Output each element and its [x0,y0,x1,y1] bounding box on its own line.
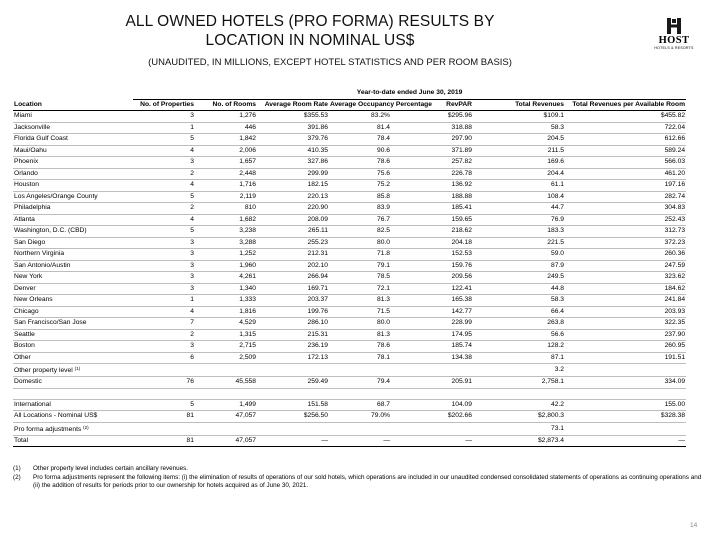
table-cell: 59.0 [473,249,565,261]
table-cell: 45,558 [195,377,257,389]
table-row [13,249,686,261]
table-cell: 75.2 [329,180,391,192]
table-row [13,203,686,215]
pro-forma-row [13,422,686,435]
table-cell: 4 [133,306,195,318]
table-cell: 5 [133,191,195,203]
table-cell [391,364,473,377]
table-cell: 47,057 [195,411,257,423]
table-cell: 612.66 [565,134,686,146]
table-cell: 184.62 [565,283,686,295]
row-label: San Antonio/Austin [13,260,133,272]
table-cell: 2 [133,168,195,180]
table-cell: 87.1 [473,352,565,364]
table-cell: 44.7 [473,203,565,215]
table-cell: 1,315 [195,329,257,341]
table-cell: 159.65 [391,214,473,226]
table-cell: 76.7 [329,214,391,226]
table-row [13,318,686,330]
table-cell: 1,960 [195,260,257,272]
table-cell: 202.10 [257,260,329,272]
table-cell: 2 [133,329,195,341]
results-body [13,111,686,447]
table-cell: 372.23 [565,237,686,249]
table-cell: 78.6 [329,157,391,169]
table-cell: 371.89 [391,145,473,157]
table-cell: 1 [133,295,195,307]
table-cell: 191.51 [565,352,686,364]
table-cell [133,422,195,435]
table-cell: 203.93 [565,306,686,318]
table-cell: 327.86 [257,157,329,169]
table-row [13,260,686,272]
table-cell: 185.74 [391,341,473,353]
table-cell: 1 [133,122,195,134]
table-cell: 5 [133,399,195,411]
table-cell: $256.50 [257,411,329,423]
table-cell: 379.76 [257,134,329,146]
table-cell: 165.38 [391,295,473,307]
table-cell: 2,758.1 [473,377,565,389]
table-cell: — [565,435,686,447]
table-row [13,237,686,249]
table-cell: 71.8 [329,249,391,261]
table-cell: 174.95 [391,329,473,341]
table-cell: 260.36 [565,249,686,261]
table-cell: 199.76 [257,306,329,318]
table-cell: 312.73 [565,226,686,238]
table-cell: 211.5 [473,145,565,157]
table-cell: 4 [133,145,195,157]
table-cell: 323.62 [565,272,686,284]
footnote [13,474,703,491]
table-cell: 391.86 [257,122,329,134]
table-cell: 1,842 [195,134,257,146]
table-cell [257,364,329,377]
table-cell: 259.49 [257,377,329,389]
table-cell: 78.1 [329,352,391,364]
row-label-text: Domestic [14,378,42,386]
table-cell: 252.43 [565,214,686,226]
table-cell: 81.3 [329,295,391,307]
table-cell: 79.0% [329,411,391,423]
column-header: Average Room Rate [257,99,329,111]
table-cell: 80.0 [329,318,391,330]
logo-brand-subtext: HOTELS & RESORTS [654,46,694,50]
table-cell: 297.90 [391,134,473,146]
table-cell: 81 [133,411,195,423]
column-header: Total Revenues [473,99,565,111]
table-cell: 78.4 [329,134,391,146]
table-row [13,134,686,146]
table-cell: 3 [133,272,195,284]
table-cell: $295.96 [391,111,473,123]
table-cell: 722.04 [565,122,686,134]
table-cell [257,422,329,435]
table-cell: 410.35 [257,145,329,157]
table-row [13,168,686,180]
table-cell [391,422,473,435]
company-logo [652,18,696,51]
table-cell: 83.2% [329,111,391,123]
table-cell: 56.6 [473,329,565,341]
row-label: New Orleans [13,295,133,307]
table-cell: 197.16 [565,180,686,192]
footnote-marker: (2) [13,473,21,481]
table-row [13,283,686,295]
table-row [13,145,686,157]
table-cell: 78.6 [329,341,391,353]
column-header: RevPAR [391,99,473,111]
table-cell [329,422,391,435]
table-cell: 78.5 [329,272,391,284]
table-row [13,214,686,226]
table-cell: 215.31 [257,329,329,341]
table-cell: $109.1 [473,111,565,123]
footnote-marker: (1) [13,465,21,472]
table-cell: 2,119 [195,191,257,203]
table-cell: 226.78 [391,168,473,180]
table-cell: $2,873.4 [473,435,565,447]
table-cell: 5 [133,226,195,238]
table-cell [565,422,686,435]
row-label: Maui/Oahu [13,145,133,157]
table-cell: 4 [133,214,195,226]
table-cell: 228.99 [391,318,473,330]
table-cell: 6 [133,352,195,364]
table-cell: 1,333 [195,295,257,307]
table-cell: 1,682 [195,214,257,226]
international-row [13,399,686,411]
column-header: No. of Properties [133,99,195,111]
table-row [13,111,686,123]
table-cell: 461.20 [565,168,686,180]
table-cell: 42.2 [473,399,565,411]
table-row [13,157,686,169]
table-cell: 266.94 [257,272,329,284]
table-cell: 304.83 [565,203,686,215]
table-row [13,122,686,134]
table-cell: 73.1 [473,422,565,435]
table-cell: 3 [133,283,195,295]
table-cell [195,364,257,377]
table-cell: 3 [133,249,195,261]
table-row [13,306,686,318]
table-cell: 2,006 [195,145,257,157]
table-cell: 203.37 [257,295,329,307]
table-cell: 79.4 [329,377,391,389]
table-cell: 90.6 [329,145,391,157]
table-cell: 2 [133,203,195,215]
row-label: Miami [13,111,133,123]
table-cell: 4,261 [195,272,257,284]
row-label-text: All Locations - Nominal US$ [14,412,98,420]
row-label-text: Pro forma adjustments [14,425,82,433]
page-title: ALL OWNED HOTELS (PRO FORMA) RESULTS BY LOCATION IN NOMINAL US$ [125,13,495,49]
table-cell: 1,252 [195,249,257,261]
table-cell: 237.90 [565,329,686,341]
table-cell: $202.66 [391,411,473,423]
table-cell: 221.5 [473,237,565,249]
table-cell [565,364,686,377]
table-cell: 4,529 [195,318,257,330]
table-cell: 76 [133,377,195,389]
table-cell [329,364,391,377]
spacer-row [13,388,686,399]
row-label: Chicago [13,306,133,318]
row-label: San Diego [13,237,133,249]
table-cell: 1,340 [195,283,257,295]
table-cell: 159.76 [391,260,473,272]
column-header-row [13,99,686,111]
table-cell: 318.88 [391,122,473,134]
table-cell: 3,238 [195,226,257,238]
table-cell: 152.53 [391,249,473,261]
column-header: Location [13,99,133,111]
table-cell: $355.53 [257,111,329,123]
table-cell: $455.82 [565,111,686,123]
other-row [13,352,686,364]
table-cell: 81.3 [329,329,391,341]
table-cell: 76.9 [473,214,565,226]
table-cell: 183.3 [473,226,565,238]
row-label: Seattle [13,329,133,341]
row-label: Orlando [13,168,133,180]
table-cell: 169.6 [473,157,565,169]
table-cell: 151.58 [257,399,329,411]
table-cell: 1,276 [195,111,257,123]
row-label: Denver [13,283,133,295]
footnote [13,465,703,474]
table-cell: 3 [133,237,195,249]
row-label: Jacksonville [13,122,133,134]
footnotes [13,465,703,491]
table-cell: 446 [195,122,257,134]
table-cell: 286.10 [257,318,329,330]
table-cell: 236.19 [257,341,329,353]
row-label-text: International [14,400,51,408]
table-cell: 1,499 [195,399,257,411]
table-cell: 208.09 [257,214,329,226]
table-cell: 3 [133,260,195,272]
row-label: Northern Virginia [13,249,133,261]
all-locations-row [13,411,686,423]
table-cell: 3,288 [195,237,257,249]
table-cell: 61.1 [473,180,565,192]
table-cell: 108.4 [473,191,565,203]
table-cell: 81 [133,435,195,447]
table-cell: 185.41 [391,203,473,215]
row-label [13,352,133,364]
table-cell: $2,800.3 [473,411,565,423]
table-cell: 3 [133,157,195,169]
table-cell: 142.77 [391,306,473,318]
table-cell: 265.11 [257,226,329,238]
table-cell: 7 [133,318,195,330]
table-cell: 172.13 [257,352,329,364]
row-label: Philadelphia [13,203,133,215]
table-row [13,295,686,307]
table-cell: 3.2 [473,364,565,377]
table-cell: 80.0 [329,237,391,249]
table-cell: 3 [133,341,195,353]
table-cell: 155.00 [565,399,686,411]
table-cell: — [391,435,473,447]
table-cell: 2,715 [195,341,257,353]
table-cell: 204.4 [473,168,565,180]
table-cell: 134.38 [391,352,473,364]
row-label: Phoenix [13,157,133,169]
table-cell: 241.84 [565,295,686,307]
table-cell: 128.2 [473,341,565,353]
row-label-text: Other [14,353,31,361]
table-row [13,272,686,284]
row-label-text: Other property level [14,367,73,374]
row-label: Boston [13,341,133,353]
logo-brand-text: HOST [658,35,690,46]
footnote-text: Pro forma adjustments represent the following items: (i) the elimination of results of operations of our sold hotels, which operations are included in our unaudited condensed consolidated statements of operations as continuing operations and (ii) the addition of results for periods prior to our ownership for hotels acquired as of June 30, 2021. [33,473,702,490]
table-cell: 79.1 [329,260,391,272]
table-cell: 212.31 [257,249,329,261]
row-label [13,377,133,389]
table-cell: 44.8 [473,283,565,295]
host-h-logo-icon [667,18,681,34]
table-cell [133,364,195,377]
table-cell: 205.91 [391,377,473,389]
table-cell: 68.7 [329,399,391,411]
row-label [13,422,133,435]
table-cell: 204.5 [473,134,565,146]
footnote-text: Other property level includes certain ancillary revenues. [33,465,189,472]
table-cell: 589.24 [565,145,686,157]
column-header: Average Occupancy Percentage [329,99,391,111]
table-cell: 2,448 [195,168,257,180]
table-cell: 4 [133,180,195,192]
page-subtitle: (UNAUDITED, IN MILLIONS, EXCEPT HOTEL STATISTICS AND PER ROOM BASIS) [148,57,512,68]
table-cell: 5 [133,134,195,146]
table-cell: 58.3 [473,295,565,307]
table-cell: 82.5 [329,226,391,238]
table-cell: — [329,435,391,447]
table-cell: 122.41 [391,283,473,295]
row-label: Washington, D.C. (CBD) [13,226,133,238]
footnote-marker: (1) [74,366,81,371]
table-cell: 260.95 [565,341,686,353]
total-row [13,435,686,447]
row-label: Houston [13,180,133,192]
row-label: Florida Gulf Coast [13,134,133,146]
table-row [13,329,686,341]
table-cell: 257.82 [391,157,473,169]
table-cell: 255.23 [257,237,329,249]
table-cell: 169.71 [257,283,329,295]
table-row [13,226,686,238]
table-cell: 182.15 [257,180,329,192]
table-cell: 263.8 [473,318,565,330]
column-header: Total Revenues per Available Room [565,99,686,111]
table-cell: 188.88 [391,191,473,203]
row-label [13,364,133,377]
table-cell: 247.59 [565,260,686,272]
table-cell: 3 [133,111,195,123]
table-cell: 209.56 [391,272,473,284]
footnote-marker: (2) [83,424,89,430]
row-label: New York [13,272,133,284]
column-header: No. of Rooms [195,99,257,111]
table-cell [195,422,257,435]
period-header: Year-to-date ended June 30, 2019 [133,88,686,99]
table-cell: 204.18 [391,237,473,249]
table-cell: $328.38 [565,411,686,423]
table-cell: 249.5 [473,272,565,284]
table-cell: 81.4 [329,122,391,134]
table-cell: 136.92 [391,180,473,192]
table-cell: 47,057 [195,435,257,447]
table-row [13,180,686,192]
row-label [13,435,133,447]
results-table [13,88,686,447]
table-cell: 220.13 [257,191,329,203]
table-cell: 72.1 [329,283,391,295]
table-cell: 66.4 [473,306,565,318]
table-cell: 299.99 [257,168,329,180]
table-cell: 83.9 [329,203,391,215]
table-cell: 322.35 [565,318,686,330]
row-label: San Francisco/San Jose [13,318,133,330]
table-cell: 282.74 [565,191,686,203]
table-row [13,341,686,353]
row-label [13,399,133,411]
domestic-row [13,377,686,389]
table-cell: 334.09 [565,377,686,389]
other-property-row [13,364,686,377]
table-row [13,191,686,203]
table-cell: 71.5 [329,306,391,318]
table-cell: 2,509 [195,352,257,364]
table-cell: 220.90 [257,203,329,215]
page-number: 14 [690,522,698,529]
table-cell: 58.3 [473,122,565,134]
table-cell: 1,657 [195,157,257,169]
table-cell: 1,716 [195,180,257,192]
table-cell: 87.9 [473,260,565,272]
table-cell: 1,816 [195,306,257,318]
row-label [13,411,133,423]
table-cell: 218.62 [391,226,473,238]
table-cell: 104.09 [391,399,473,411]
row-label-text: Total [14,436,29,444]
table-cell: 810 [195,203,257,215]
table-cell: — [257,435,329,447]
table-cell: 85.8 [329,191,391,203]
row-label: Los Angeles/Orange County [13,191,133,203]
table-cell: 75.6 [329,168,391,180]
row-label: Atlanta [13,214,133,226]
table-cell: 566.03 [565,157,686,169]
